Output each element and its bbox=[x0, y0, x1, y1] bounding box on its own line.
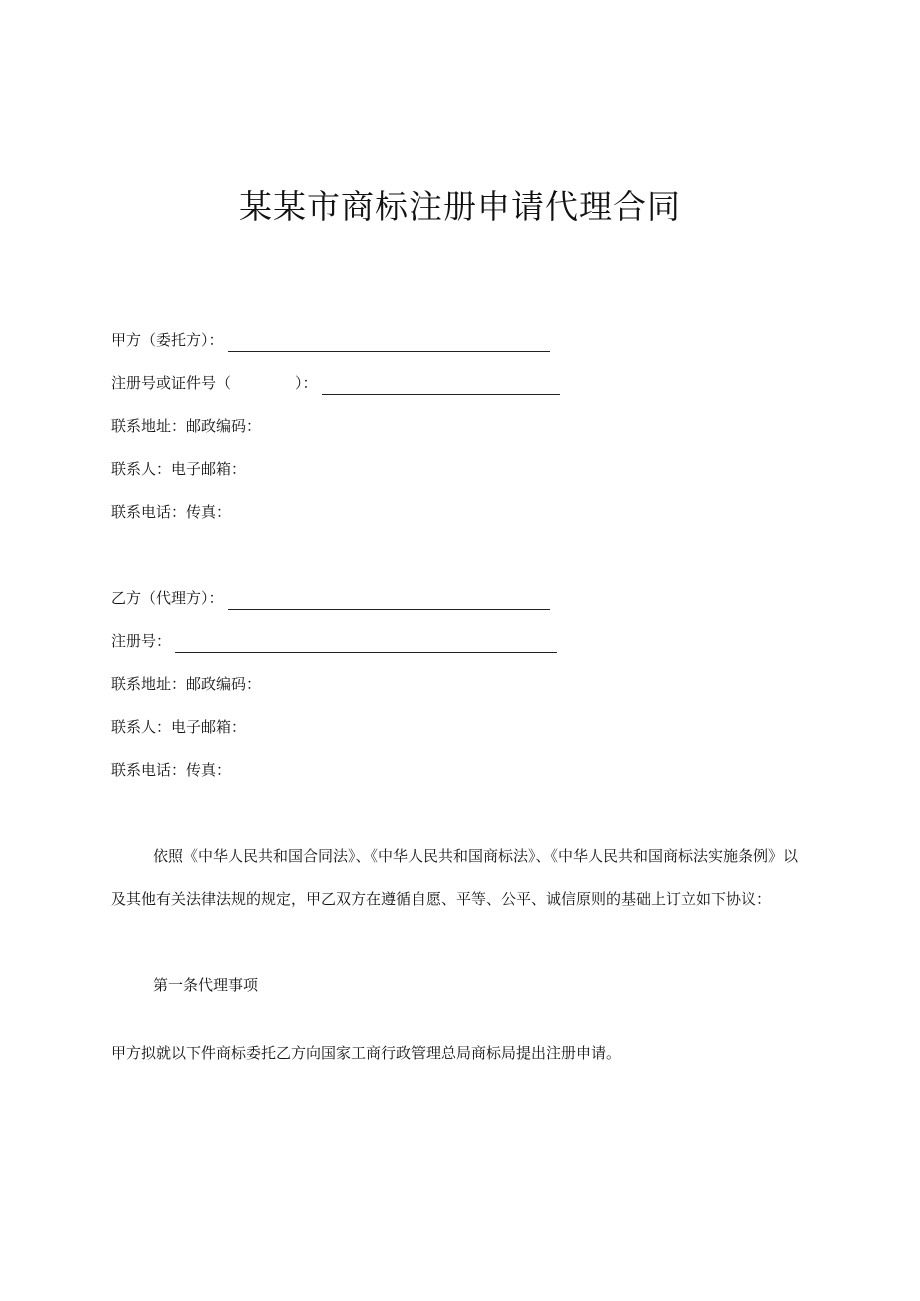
party-b-phone-label: 联系电话：传真： bbox=[111, 761, 232, 779]
party-b-reg-blank[interactable] bbox=[175, 634, 557, 653]
party-a-contact-row bbox=[111, 457, 246, 481]
party-b-reg-row bbox=[111, 629, 557, 653]
article-1-text: 甲方拟就以下件商标委托乙方向国家工商行政管理总局商标局提出注册申请。 bbox=[111, 1044, 622, 1062]
party-a-reg-row bbox=[111, 371, 560, 395]
preamble-paragraph: 依照《中华人民共和国合同法》、《中华人民共和国商标法》、《中华人民共和国商标法实施条例》以及其他有关法律法规的规定，甲乙双方在遵循自愿、平等、公平、诚信原则的基础上订立如下协议： bbox=[111, 847, 799, 908]
party-a-contact-label: 联系人：电子邮箱： bbox=[111, 460, 247, 478]
party-b-address-row bbox=[111, 672, 261, 696]
party-a-reg-blank[interactable] bbox=[322, 376, 560, 395]
party-a-phone-row bbox=[111, 500, 231, 524]
party-a-reg-label-open: 注册号或证件号（ bbox=[111, 374, 232, 392]
party-b-phone-row bbox=[111, 758, 231, 782]
party-b-name-blank[interactable] bbox=[228, 591, 550, 610]
party-a-name-row bbox=[111, 328, 550, 352]
party-a-name-blank[interactable] bbox=[228, 333, 550, 352]
party-b-label: 乙方（代理方）： bbox=[111, 589, 224, 607]
party-a-label: 甲方（委托方）： bbox=[111, 331, 224, 349]
party-b-address-label: 联系地址：邮政编码： bbox=[111, 675, 262, 693]
party-a-address-label: 联系地址：邮政编码： bbox=[111, 417, 262, 435]
party-a-address-row bbox=[111, 414, 261, 438]
article-1-heading: 第一条代理事项 bbox=[153, 976, 259, 994]
party-a-phone-label: 联系电话：传真： bbox=[111, 503, 232, 521]
document-title: 某某市商标注册申请代理合同 bbox=[239, 187, 681, 226]
party-b-contact-row bbox=[111, 715, 246, 739]
party-b-reg-label: 注册号： bbox=[111, 632, 172, 650]
party-b-contact-label: 联系人：电子邮箱： bbox=[111, 718, 247, 736]
party-b-name-row bbox=[111, 586, 550, 610]
party-a-reg-label-close: ）： bbox=[295, 374, 318, 392]
